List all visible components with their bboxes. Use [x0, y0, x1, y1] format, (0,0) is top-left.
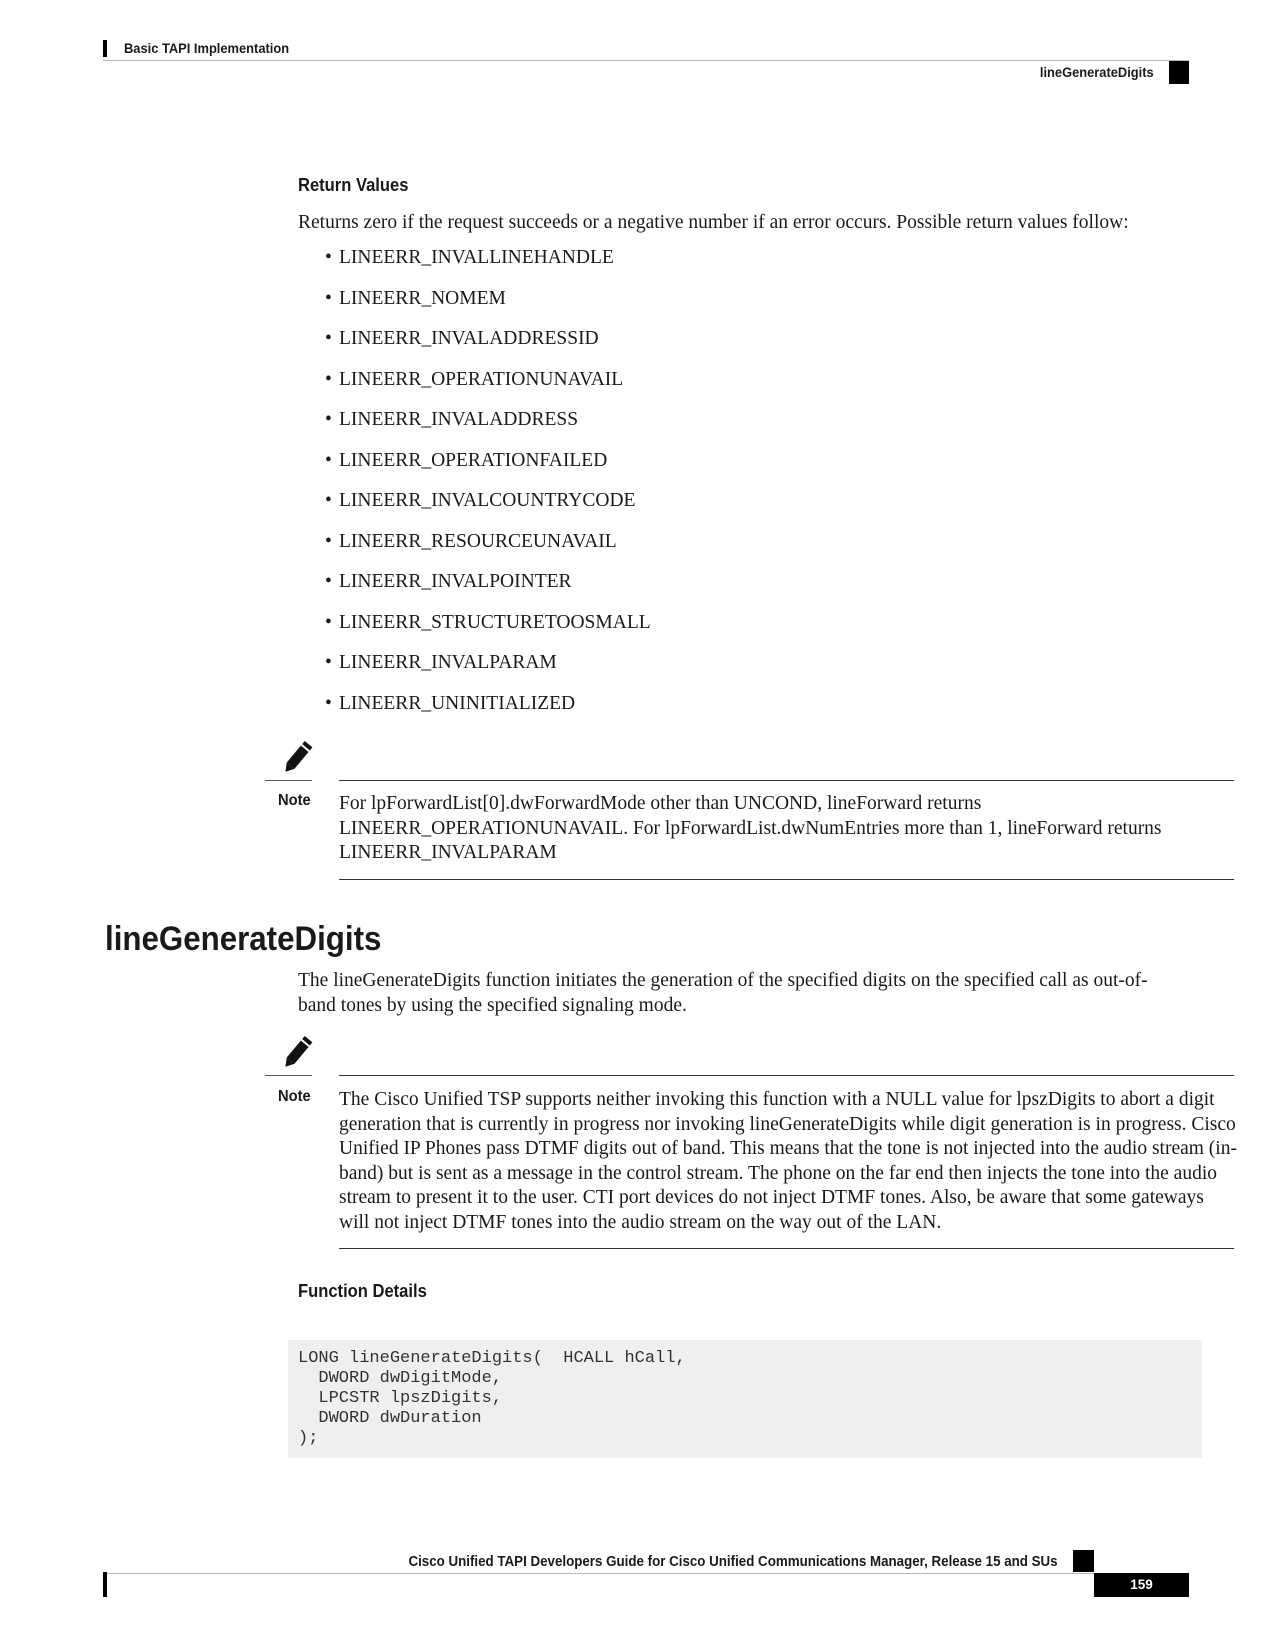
list-item: • LINEERR_NOMEM — [325, 286, 651, 327]
note-bottom-rule — [339, 879, 1234, 880]
section-title: lineGenerateDigits — [105, 920, 382, 958]
note-top-rule — [339, 780, 1234, 781]
list-item: • LINEERR_INVALPOINTER — [325, 569, 651, 610]
list-item: • LINEERR_OPERATIONFAILED — [325, 448, 651, 489]
note-bottom-rule — [339, 1248, 1234, 1249]
list-item: • LINEERR_INVALPARAM — [325, 650, 651, 691]
return-values-intro: Returns zero if the request succeeds or a negative number if an error occurs. Possible return values follow: — [298, 212, 1129, 233]
list-item: • LINEERR_STRUCTURETOOSMALL — [325, 610, 651, 651]
note-label: Note — [278, 792, 311, 809]
list-item: • LINEERR_INVALADDRESSID — [325, 326, 651, 367]
note-icon-rule — [265, 1075, 312, 1076]
return-values-list — [325, 245, 651, 731]
note-text: The Cisco Unified TSP supports neither invoking this function with a NULL value for lpszDigits to abort a digit generation that is currently in progress nor invoking lineGenerateDigits while digit generation is in progress. Cisco Unified IP Phones pass DTMF digits out of band. This means that the tone is not injected into the audio stream (in-band) but is sent as a message in the control stream. The phone on the far end then injects the tone into the audio stream to present it to the user. CTI port devices do not inject DTMF tones. Also, be aware that some gateways will not inject DTMF tones into the audio stream on the way out of the LAN. — [339, 1089, 1237, 1233]
list-item: • LINEERR_INVALLINEHANDLE — [325, 245, 651, 286]
header-rule — [103, 60, 1189, 61]
page-number: 159 — [1094, 1573, 1189, 1597]
header-topic-title: lineGenerateDigits — [1040, 64, 1154, 80]
list-item: • LINEERR_UNINITIALIZED — [325, 691, 651, 732]
note-icon-rule — [265, 780, 312, 781]
header-section-title: Basic TAPI Implementation — [124, 40, 290, 56]
note-label: Note — [278, 1088, 311, 1105]
header-left-bar — [103, 40, 107, 57]
list-item: • LINEERR_INVALCOUNTRYCODE — [325, 488, 651, 529]
return-values-heading: Return Values — [298, 175, 409, 195]
function-details-heading: Function Details — [298, 1281, 427, 1301]
note-text: For lpForwardList[0].dwForwardMode other than UNCOND, lineForward returns LINEERR_OPERATIONUNAVAIL. For lpForwardList.dwNumEntries more than 1, lineForward returns LINEERR_INVALPARAM — [339, 793, 1162, 863]
list-item: • LINEERR_RESOURCEUNAVAIL — [325, 529, 651, 570]
section-description: The lineGenerateDigits function initiates the generation of the specified digits on the specified call as out-of-band tones by using the specified signaling mode. — [298, 970, 1148, 1016]
header-marker — [1169, 61, 1189, 84]
list-item: • LINEERR_OPERATIONUNAVAIL — [325, 367, 651, 408]
footer-title: Cisco Unified TAPI Developers Guide for Cisco Unified Communications Manager, Release 15 and SUs — [408, 1554, 1058, 1570]
code-block — [288, 1340, 1202, 1458]
list-item: • LINEERR_INVALADDRESS — [325, 407, 651, 448]
pencil-icon — [277, 1033, 317, 1073]
footer-marker — [1073, 1550, 1094, 1572]
note-top-rule — [339, 1075, 1234, 1076]
footer-rule — [103, 1573, 1189, 1574]
pencil-icon — [277, 738, 317, 778]
function-signature: LONG lineGenerateDigits( HCALL hCall, DWORD dwDigitMode, LPCSTR lpszDigits, DWORD dwDuration ); — [298, 1349, 686, 1448]
footer-left-bar — [103, 1572, 107, 1597]
